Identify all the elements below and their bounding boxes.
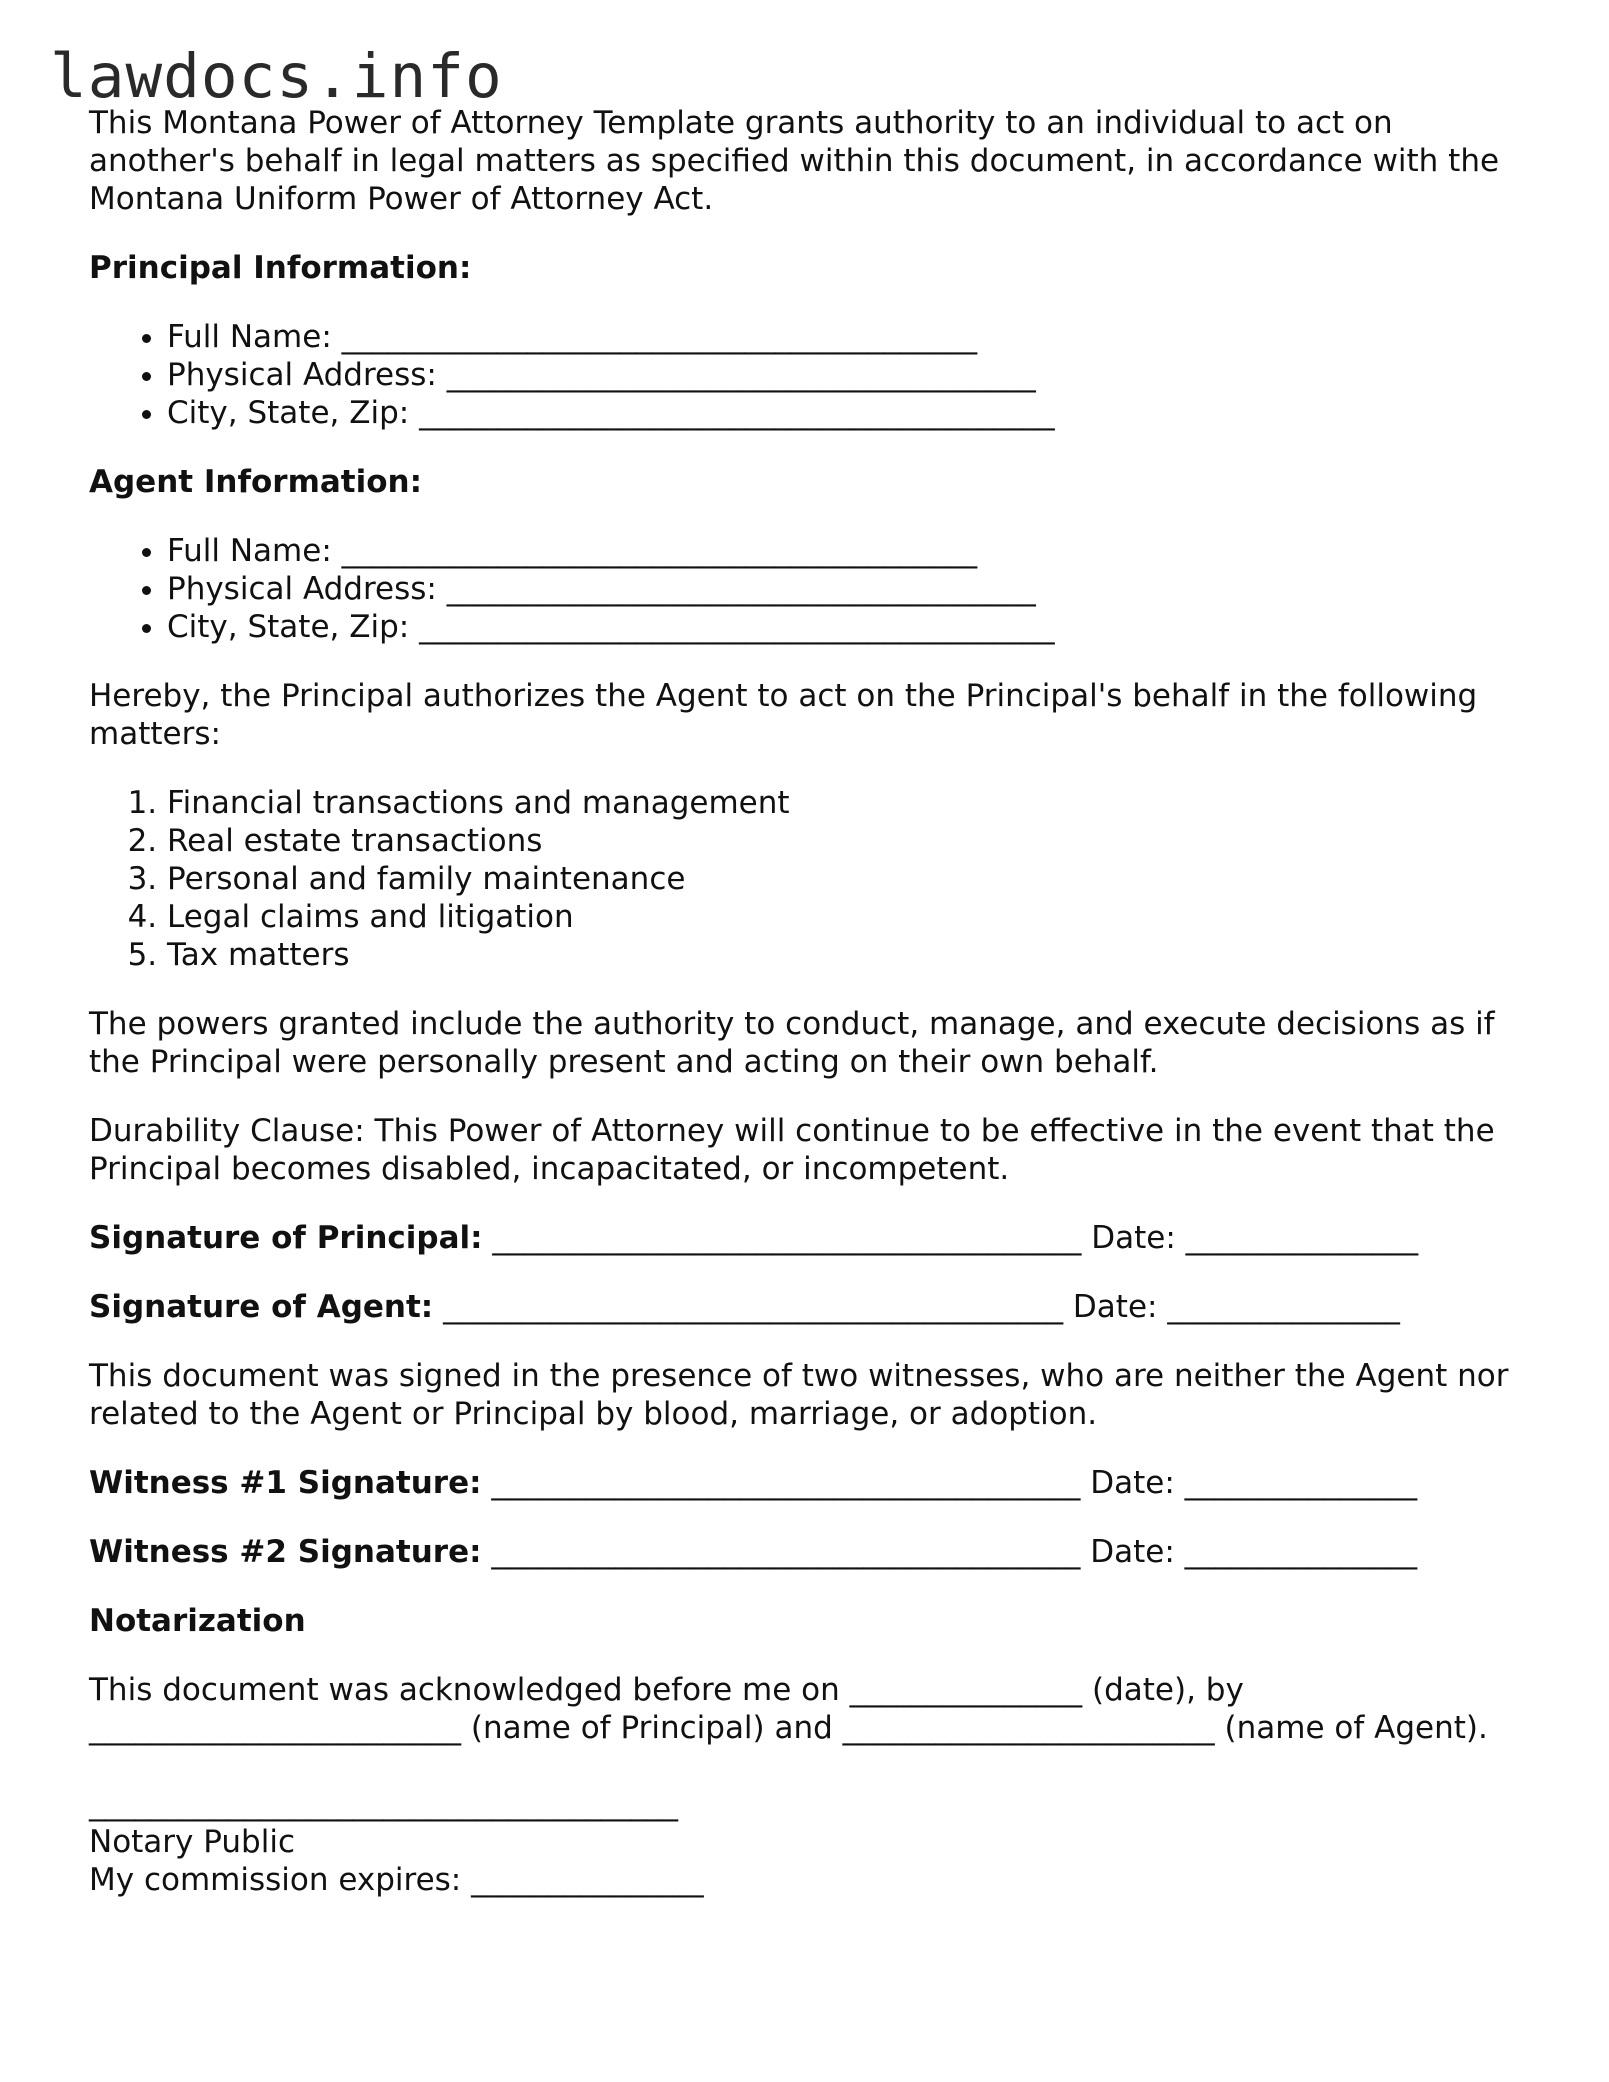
witness-2-date-blank[interactable]: _______________ <box>1184 1534 1418 1570</box>
principal-signature-line <box>89 1219 1529 1257</box>
agent-date-blank[interactable]: _______________ <box>1167 1289 1400 1325</box>
notary-public-label: Notary Public <box>89 1824 295 1860</box>
witness-2-date-label: Date: <box>1090 1534 1175 1570</box>
intro-paragraph: This Montana Power of Attorney Template grants authority to an individual to act on another's behalf in legal matters as specified within this document, in accordance with the Montana Uniform Power of Attorney Act. <box>89 105 1500 217</box>
witness-1-label: Witness #1 Signature: <box>89 1465 482 1501</box>
witness-1-signature-line <box>89 1464 1529 1502</box>
principal-address-blank[interactable]: ______________________________________ <box>446 357 1036 393</box>
notary-block <box>89 1785 1529 1899</box>
agent-signature-blank[interactable]: ________________________________________ <box>443 1289 1064 1325</box>
matter-item: 2. Real estate transactions <box>167 822 1529 860</box>
witness-statement: This document was signed in the presence of two witnesses, who are neither the Agent nor related to the Agent or Principal by blood, marriage, or adoption. <box>89 1358 1509 1432</box>
principal-fields <box>89 318 1529 432</box>
durability-clause: Durability Clause: This Power of Attorney will continue to be effective in the event that the Principal becomes disabled, incapacitated, or incompetent. <box>89 1113 1495 1187</box>
matter-item: 4. Legal claims and litigation <box>167 898 1529 936</box>
notarization-text: This document was acknowledged before me on _______________ (date), by ________________________ (name of Principal) and ________________________ (name of Agent). <box>89 1672 1488 1746</box>
agent-signature-label: Signature of Agent: <box>89 1289 434 1325</box>
commission-label: My commission expires: <box>89 1862 462 1898</box>
commission-line <box>89 1861 1529 1899</box>
commission-blank[interactable]: _______________ <box>471 1862 704 1898</box>
matter-item: 5. Tax matters <box>167 936 1529 974</box>
witness-2-signature-blank[interactable]: ______________________________________ <box>491 1534 1081 1570</box>
agent-heading: Agent Information: <box>89 464 422 500</box>
witness-2-label: Witness #2 Signature: <box>89 1534 482 1570</box>
agent-signature-line <box>89 1288 1529 1326</box>
principal-city-state-zip: • City, State, Zip: _________________________________________ <box>167 394 1529 432</box>
powers-paragraph: The powers granted include the authority to conduct, manage, and execute decisions as if the Principal were personally present and acting on their own behalf. <box>89 1006 1495 1080</box>
document-body <box>89 104 1529 1899</box>
matter-item: 3. Personal and family maintenance <box>167 860 1529 898</box>
agent-address: • Physical Address: ______________________________________ <box>167 570 1529 608</box>
agent-full-name: • Full Name: _________________________________________ <box>167 532 1529 570</box>
witness-1-signature-blank[interactable]: ______________________________________ <box>491 1465 1081 1501</box>
agent-date-label: Date: <box>1072 1289 1158 1325</box>
principal-date-label: Date: <box>1091 1220 1176 1256</box>
agent-city-state-zip-blank[interactable]: _________________________________________ <box>419 609 1055 645</box>
authorization-paragraph: Hereby, the Principal authorizes the Agent to act on the Principal's behalf in the following matters: <box>89 678 1478 752</box>
principal-full-name: • Full Name: _________________________________________ <box>167 318 1529 356</box>
notarization-heading: Notarization <box>89 1603 306 1639</box>
witness-2-signature-line <box>89 1533 1529 1571</box>
agent-full-name-blank[interactable]: _________________________________________ <box>341 533 978 569</box>
principal-address: • Physical Address: ______________________________________ <box>167 356 1529 394</box>
notary-signature-blank[interactable]: ______________________________________ <box>89 1786 678 1822</box>
principal-signature-blank[interactable]: ______________________________________ <box>492 1220 1082 1256</box>
principal-full-name-blank[interactable]: _________________________________________ <box>341 319 978 355</box>
principal-signature-label: Signature of Principal: <box>89 1220 483 1256</box>
witness-1-date-blank[interactable]: _______________ <box>1184 1465 1418 1501</box>
watermark-logo: lawdocs.info <box>50 41 503 112</box>
matter-item: 1. Financial transactions and management <box>167 784 1529 822</box>
principal-date-blank[interactable]: _______________ <box>1185 1220 1419 1256</box>
agent-city-state-zip: • City, State, Zip: _________________________________________ <box>167 608 1529 646</box>
matters-list <box>89 784 1529 974</box>
principal-heading: Principal Information: <box>89 250 472 286</box>
witness-1-date-label: Date: <box>1090 1465 1175 1501</box>
principal-city-state-zip-blank[interactable]: _________________________________________ <box>419 395 1055 431</box>
agent-address-blank[interactable]: ______________________________________ <box>446 571 1036 607</box>
agent-fields <box>89 532 1529 646</box>
